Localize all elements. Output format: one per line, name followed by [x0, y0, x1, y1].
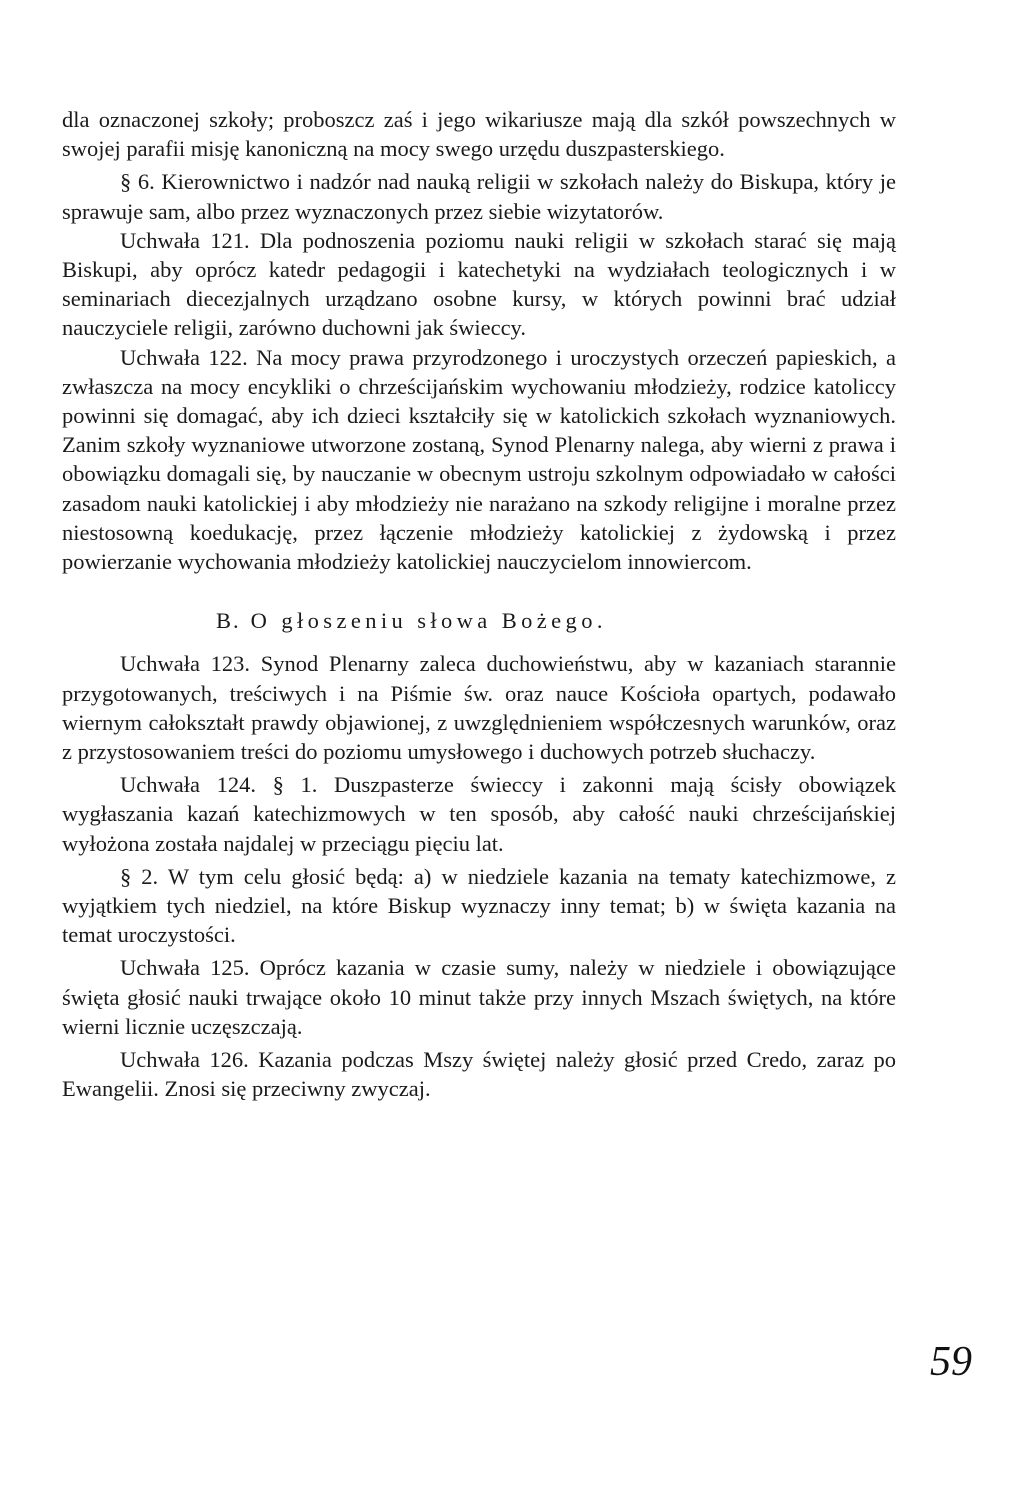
section-heading	[62, 606, 896, 635]
body-text	[62, 105, 896, 1104]
page-number: 59	[930, 1339, 972, 1385]
paragraph-uchwala-125: Uchwała 125. Oprócz kazania w czasie sumy, należy w niedziele i obowiązujące święta głosić nauki trwające około 10 minut także przy innych Mszach świętych, na które wierni licznie uczęszczają.	[62, 955, 896, 1039]
paragraph-uchwala-123: Uchwała 123. Synod Plenarny zaleca duchowieństwu, aby w kazaniach starannie przygotowanych, treściwych i na Piśmie św. oraz nauce Kościoła opartych, podawało wiernym całokształt prawdy objawionej, z uwzględnieniem współczesnych warunków, oraz z przystosowaniem treści do poziomu umysłowego i duchowych potrzeb słuchaczy.	[62, 651, 896, 765]
paragraph-continuation: dla oznaczonej szkoły; proboszcz zaś i jego wikariusze mają dla szkół powszechnych w swojej parafii misję kanoniczną na mocy swego urzędu duszpasterskiego.	[62, 107, 896, 162]
paragraph-uchwala-124: Uchwała 124. § 1. Duszpasterze świeccy i zakonni mają ścisły obowiązek wygłaszania kazań katechizmowych w ten sposób, aby całość nauki chrześcijańskiej wyłożona została najdalej w przeciągu pięciu lat.	[62, 772, 896, 856]
paragraph-uchwala-122: Uchwała 122. Na mocy prawa przyrodzonego i uroczystych orzeczeń papieskich, a zwłaszcza na mocy encykliki o chrześcijańskim wychowaniu młodzieży, rodzice katoliccy powinni się domagać, aby ich dzieci kształciły się w katolickich szkołach wyznaniowych. Zanim szkoły wyznaniowe utworzone zostaną, Synod Plenarny nalega, aby wierni z prawa i obowiązku domagali się, by nauczanie w obecnym ustroju szkolnym odpowiadało w całości zasadom nauki katolickiej i aby młodzieży nie narażano na szkody religijne i moralne przez niestosowną koedukację, przez łączenie młodzieży katolickiej z żydowską i przez powierzanie wychowania młodzieży katolickiej nauczycielom innowiercom.	[62, 344, 896, 575]
section-heading-title: O głoszeniu słowa Bożego.	[250, 608, 607, 634]
paragraph-uchwala-126: Uchwała 126. Kazania podczas Mszy świętej należy głosić przed Credo, zaraz po Ewangelii. Znosi się przeciwny zwyczaj.	[62, 1047, 896, 1102]
paragraph-uchwala-124-section-2: § 2. W tym celu głosić będą: a) w niedziele kazania na tematy katechizmowe, z wyjątkiem tych niedziel, na które Biskup wyznaczy inny temat; b) w święta kazania na temat uroczystości.	[62, 863, 896, 948]
paragraph-uchwala-121: Uchwała 121. Dla podnoszenia poziomu nauki religii w szkołach starać się mają Biskupi, aby oprócz katedr pedagogii i katechetyki na wydziałach teologicznych i w seminariach diecezjalnych urządzano osobne kursy, w których powinni brać udział nauczyciele religii, zarówno duchowni jak świeccy.	[62, 227, 896, 341]
paragraph-section-6: § 6. Kierownictwo i nadzór nad nauką religii w szkołach należy do Biskupa, który je sprawuje sam, albo przez wyznaczonych przez siebie wizytatorów.	[62, 169, 896, 224]
section-heading-letter: B.	[216, 608, 241, 634]
